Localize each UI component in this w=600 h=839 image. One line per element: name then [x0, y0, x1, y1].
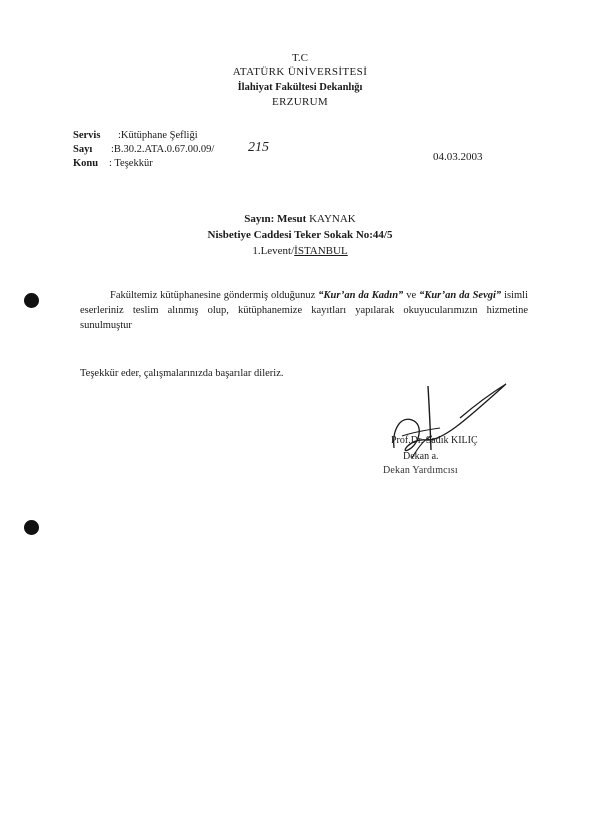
closing-paragraph: Teşekkür eder, çalışmalarınızda başarılar dileriz.	[80, 368, 284, 379]
recipient-city: İSTANBUL	[294, 245, 348, 257]
body-text: ve	[403, 290, 420, 301]
sayi-handwritten-number: 215	[248, 140, 269, 155]
servis-value: :Kütüphane Şefliği	[118, 130, 198, 141]
header-university: ATATÜRK ÜNİVERSİTESİ	[232, 66, 368, 78]
konu-value: : Teşekkür	[109, 158, 153, 169]
header-tc: T.C	[292, 52, 308, 64]
book-title: “Kur’an da Kadın”	[318, 290, 404, 301]
recipient-name	[0, 213, 600, 225]
recipient-city-line	[0, 245, 600, 257]
servis-label: Servis	[73, 130, 101, 141]
signatory-title: Dekan Yardımcısı	[383, 465, 458, 476]
recipient-salutation: Sayın: Mesut	[244, 213, 307, 225]
header-faculty: İlahiyat Fakültesi Dekanlığı	[237, 82, 363, 93]
body-text: Fakültemiz kütüphanesine göndermiş olduğunuz	[110, 290, 319, 301]
sayi-value: :B.30.2.ATA.0.67.00.09/	[111, 144, 215, 155]
sayi-label: Sayı	[73, 144, 93, 155]
signatory-role: Dekan a.	[403, 451, 439, 462]
header-city: ERZURUM	[272, 96, 328, 108]
recipient-district: 1.Levent/	[252, 245, 295, 257]
book-title: “Kur’an da Sevgi”	[419, 290, 502, 301]
letter-date: 04.03.2003	[433, 151, 483, 163]
body-text: isimli eserleriniz teslim alınmış olup, kütüphanemize kayıtları yapılarak okuyucularımızın hizmetine sunulmuştur	[80, 290, 529, 331]
konu-label: Konu	[73, 158, 99, 169]
recipient-surname: KAYNAK	[309, 213, 356, 225]
punch-hole	[24, 293, 39, 308]
recipient-street: Nisbetiye Caddesi Teker Sokak No:44/5	[207, 229, 393, 241]
signatory-name: Prof.Dr. Sadık KILIÇ	[391, 435, 478, 446]
body-paragraph	[80, 288, 528, 333]
punch-hole	[24, 520, 39, 535]
